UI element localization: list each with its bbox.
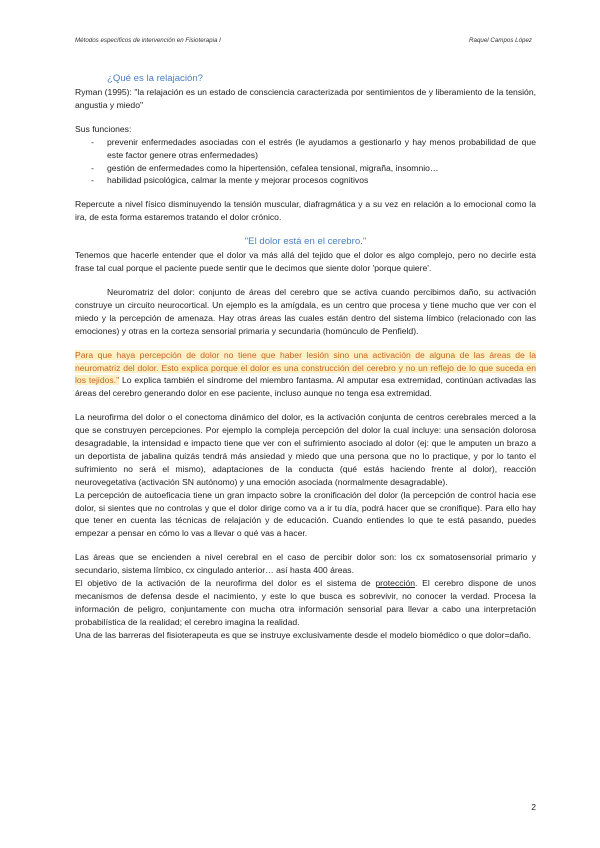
list-item — [75, 162, 536, 175]
page-number: 2 — [531, 802, 536, 812]
list-item — [75, 174, 536, 187]
bullet-dash: - — [91, 175, 94, 186]
objetivo-paragraph — [75, 577, 536, 629]
functions-list — [75, 136, 536, 188]
proteccion-underlined: protección — [375, 578, 416, 589]
header-course-title: Métodos específicos de intervención en Fisioterapia I — [75, 37, 221, 44]
highlight-paragraph — [75, 349, 536, 401]
list-item — [75, 136, 536, 162]
functions-label: Sus funciones: — [75, 123, 132, 134]
section-title-relajacion: ¿Qué es la relajación? — [107, 73, 203, 84]
areas-paragraph: Las áreas que se encienden a nivel cerebral en el caso de percibir dolor son: los cx somatosensorial primario y secundario, sistema límbico, cx cingulado anterior… así hasta 400 áreas. — [75, 552, 536, 576]
list-item-text: habilidad psicológica, calmar la mente y mejorar procesos cognitivos — [107, 175, 369, 186]
highlighted-text: Para que haya percepción de dolor no tiene que haber lesión sino una activación de alguna de las áreas de la neuromatriz del dolor. Esto explica porque el dolor es una construcción del cerebro y no un reflejo de lo que suceda en los tejidos." — [75, 349, 536, 386]
bullet-dash: - — [91, 136, 94, 147]
bullet-dash: - — [91, 162, 94, 173]
neuromatriz-paragraph: Neuromatriz del dolor: conjunto de áreas del cerebro que se activa cuando percibimos daño, su activación construye un circuito neurocortical. Un ejemplo es la amígdala, es un centro que procesa y tiene mucho que ver con el miedo y la percepción de amenaza. Hay otras áreas las cuales están dentro del sistema límbico (relacionado con las emociones) y otras en la corteza sensorial primaria y secundaria (homúnculo de Penfield). — [75, 286, 536, 336]
document-body — [75, 72, 536, 642]
section-title-dolor-cerebro: "El dolor está en el cerebro." — [244, 236, 367, 248]
autoeficacia-paragraph: La percepción de autoeficacia tiene un gran impacto sobre la cronificación del dolor (la percepción de control hacia ese dolor, si sientes que no controlas y que el dolor dirige como va a ir tu día, podrá hacer que se cronifique). Para ello hay que tener en cuenta las técnicas de relajación y de educación. Cuando entiendes lo que te está pasando, puedes empezar a pensar en cómo lo vas a llevar o qué vas a hacer. — [75, 489, 536, 539]
barreras-paragraph: Una de las barreras del fisioterapeuta es que se instruye exclusivamente desde el modelo biomédico o que dolor=daño. — [75, 629, 531, 640]
phantom-limb-text: Lo explica también el síndrome del miembro fantasma. Al amputar esa extremidad, continúan activadas las áreas del cerebro generando dolor en ese paciente, incluso aunque no tenga esa extremidad. — [75, 375, 536, 399]
list-item-text: gestión de enfermedades como la hipertensión, cefalea tensional, migraña, insomnio… — [107, 162, 439, 173]
repercusion-paragraph: Repercute a nivel físico disminuyendo la tensión muscular, diafragmática y a su vez en relación a lo emocional como la ira, de esta forma estaremos tratando el dolor crónico. — [75, 199, 536, 223]
objetivo-text-end: . El cerebro dispone de unos mecanismos de defensa desde el nacimiento, y este lo que busca es sobrevivir, no conocer la verdad. Procesa la información de peligro, conjuntamente con mucha otra información sensorial para llevar a cabo una interpretación probabilística de la realidad; el cerebro imagina la realidad. — [75, 578, 537, 627]
intro-paragraph: Tenemos que hacerle entender que el dolor va más allá del tejido que el dolor es algo complejo, pero no decirle esta frase tal cual porque el paciente puede sentir que le decimos que siente dolor 'porque quiere'. — [75, 250, 536, 274]
objetivo-text-start: El objetivo de la activación de la neurofirma del dolor es el sistema de — [75, 578, 376, 589]
list-item-text: prevenir enfermedades asociadas con el estrés (le ayudamos a gestionarlo y hay menos probabilidad de que este factor genere otras enfermedades) — [107, 136, 536, 160]
neurofirma-paragraph: La neurofirma del dolor o el conectoma dinámico del dolor, es la activación conjunta de centros cerebrales merced a la que se construyen percepciones. Por ejemplo la compleja percepción del dolor la cual incluye: una sensación dolorosa desagradable, la intensidad e impacto tiene que ver con el sufrimiento asociado al dolor (ej: que le amputen un brazo a un deportista de jabalina quizás tendrá más ansiedad y miedo que una persona que no lo practique, y por lo tanto el sufrimiento no será el mismo), adaptaciones de la conducta (qué estás haciendo frente al dolor), reacción neurovegetativa (activación SN autónomo) y una emoción asociada (normalmente desagradable). — [75, 412, 536, 487]
definition-paragraph: Ryman (1995): "la relajación es un estado de consciencia caracterizada por sentimientos de y liberamiento de la tensión, angustia y miedo" — [75, 87, 536, 110]
header-author: Raquel Campos López — [469, 37, 532, 44]
